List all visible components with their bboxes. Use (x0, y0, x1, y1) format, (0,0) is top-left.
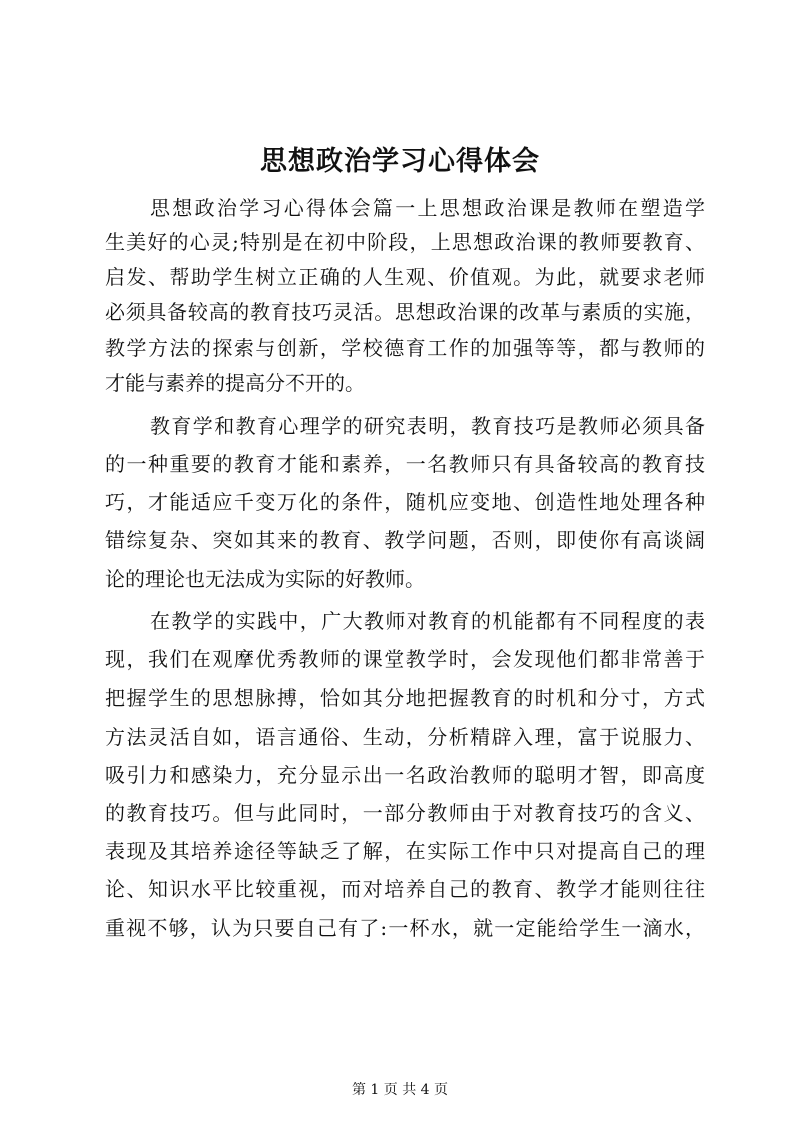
paragraph-3-line-4: 方法灵活自如，语言通俗、生动，分析精辟入理，富于说服力、 (105, 725, 705, 749)
paragraph-3-line-5: 吸引力和感染力，充分显示出一名政治教师的聪明才智，即高度 (105, 763, 705, 787)
document-title: 思想政治学习心得体会 (260, 146, 540, 177)
paragraph-3-line-3: 把握学生的思想脉搏，恰如其分地把握教育的时机和分寸，方式 (105, 686, 705, 710)
paragraph-3-line-1: 在教学的实践中，广大教师对教育的机能都有不同程度的表 (150, 609, 705, 633)
paragraph-1-line-1: 思想政治学习心得体会篇一上思想政治课是教师在塑造学 (150, 196, 705, 220)
paragraph-2-line-4: 错综复杂、突如其来的教育、教学问题，否则，即使你有高谈阔 (105, 528, 705, 552)
paragraph-1-line-3: 启发、帮助学生树立正确的人生观、价值观。为此，就要求老师 (105, 265, 705, 289)
paragraph-3-line-8: 论、知识水平比较重视，而对培养自己的教育、教学才能则往往 (105, 877, 705, 901)
paragraph-2-line-1: 教育学和教育心理学的研究表明，教育技巧是教师必须具备 (150, 414, 705, 438)
paragraph-2-line-3: 巧，才能适应千变万化的条件，随机应变地、创造性地处理各种 (105, 490, 705, 514)
page-indicator: 第 1 页 共 4 页 (351, 1082, 449, 1098)
paragraph-3-line-6: 的教育技巧。但与此同时，一部分教师由于对教育技巧的含义、 (105, 801, 705, 825)
paragraph-3-line-7: 表现及其培养途径等缺乏了解，在实际工作中只对提高自己的理 (105, 839, 705, 863)
paragraph-1-line-6: 才能与素养的提高分不开的。 (105, 371, 365, 395)
paragraph-1-line-5: 教学方法的探索与创新，学校德育工作的加强等等，都与教师的 (105, 336, 705, 360)
paragraph-3-line-2: 现，我们在观摩优秀教师的课堂教学时，会发现他们都非常善于 (105, 647, 705, 671)
paragraph-1-line-2: 生美好的心灵;特别是在初中阶段，上思想政治课的教师要教育、 (105, 230, 705, 254)
paragraph-3-line-9: 重视不够，认为只要自己有了:一杯水，就一定能给学生一滴水， (105, 916, 705, 940)
paragraph-2-line-5: 论的理论也无法成为实际的好教师。 (105, 567, 425, 591)
paragraph-1-line-4: 必须具备较高的教育技巧灵活。思想政治课的改革与素质的实施， (105, 300, 705, 324)
paragraph-2-line-2: 的一种重要的教育才能和素养，一名教师只有具备较高的教育技 (105, 452, 705, 476)
